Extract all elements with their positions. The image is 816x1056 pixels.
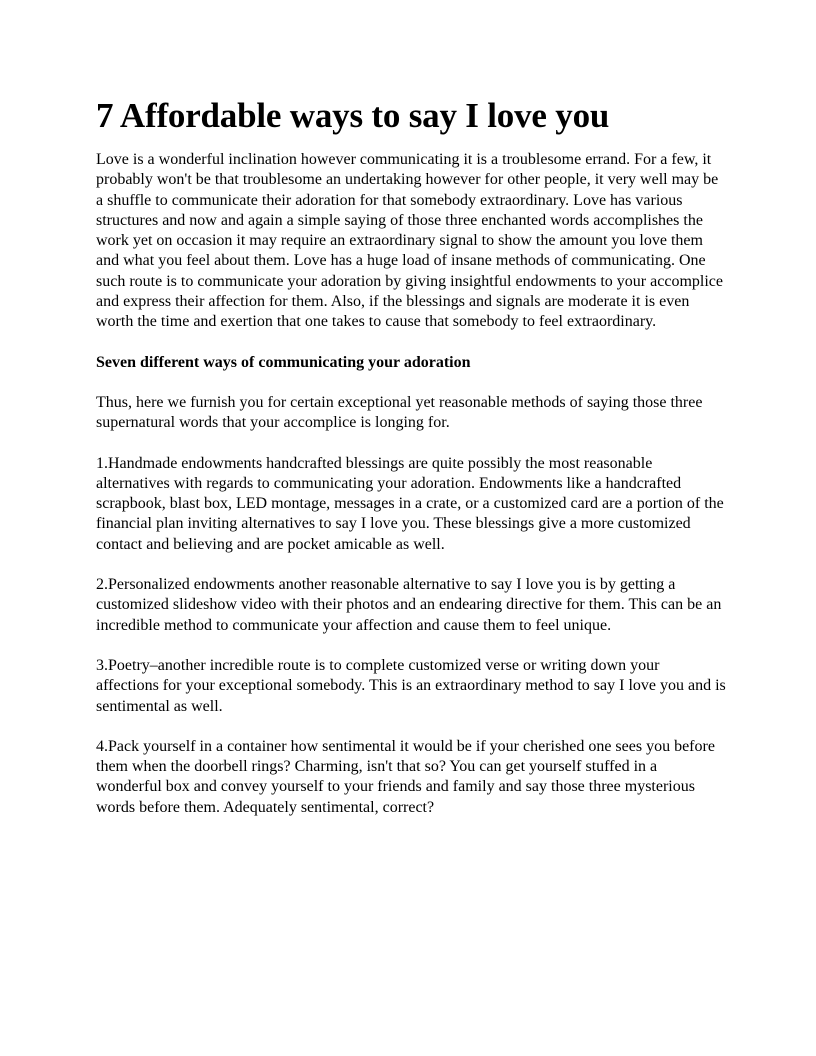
- section-subheading: Seven different ways of communicating your adoration: [96, 353, 471, 371]
- lead-paragraph: Thus, here we furnish you for certain exceptional yet reasonable methods of saying those three supernatural words that your accomplice is longing for.: [96, 393, 703, 432]
- document-page: [96, 96, 726, 838]
- list-item: 3.Poetry–another incredible route is to complete customized verse or writing down your affections for your exceptional somebody. This is an extraordinary method to say I love you and is sentimental as well.: [96, 656, 726, 715]
- list-item: 4.Pack yourself in a container how sentimental it would be if your cherished one sees you before them when the doorbell rings? Charming, isn't that so? You can get yourself stuffed in a wonderful box and convey yourself to your friends and family and say those three mysterious words before them. Adequately sentimental, correct?: [96, 737, 715, 816]
- page-title: 7 Affordable ways to say I love you: [96, 96, 610, 135]
- intro-paragraph: Love is a wonderful inclination however communicating it is a troublesome errand. For a few, it probably won't be that troublesome an undertaking however for other people, it very well may be a shuffle to communicate their adoration for that somebody extraordinary. Love has various structures and now and again a simple saying of those three enchanted words accomplishes the work yet on occasion it may require an extraordinary signal to show the amount you love them and what you feel about them. Love has a huge load of insane methods of communicating. One such route is to communicate your adoration by giving insightful endowments to your accomplice and express their affection for them. Also, if the blessings and signals are moderate it is even worth the time and exertion that one takes to cause that somebody to feel extraordinary.: [96, 151, 723, 331]
- list-item: 2.Personalized endowments another reasonable alternative to say I love you is by getting a customized slideshow video with their photos and an endearing directive for them. This can be an incredible method to communicate your affection and cause them to feel unique.: [96, 576, 722, 634]
- list-item: 1.Handmade endowments handcrafted blessings are quite possibly the most reasonable alternatives with regards to communicating your adoration. Endowments like a handcrafted scrapbook, blast box, LED montage, messages in a crate, or a customized card are a portion of the financial plan inviting alternatives to say I love you. These blessings give a more customized contact and believing and are pocket amicable as well.: [96, 454, 724, 553]
